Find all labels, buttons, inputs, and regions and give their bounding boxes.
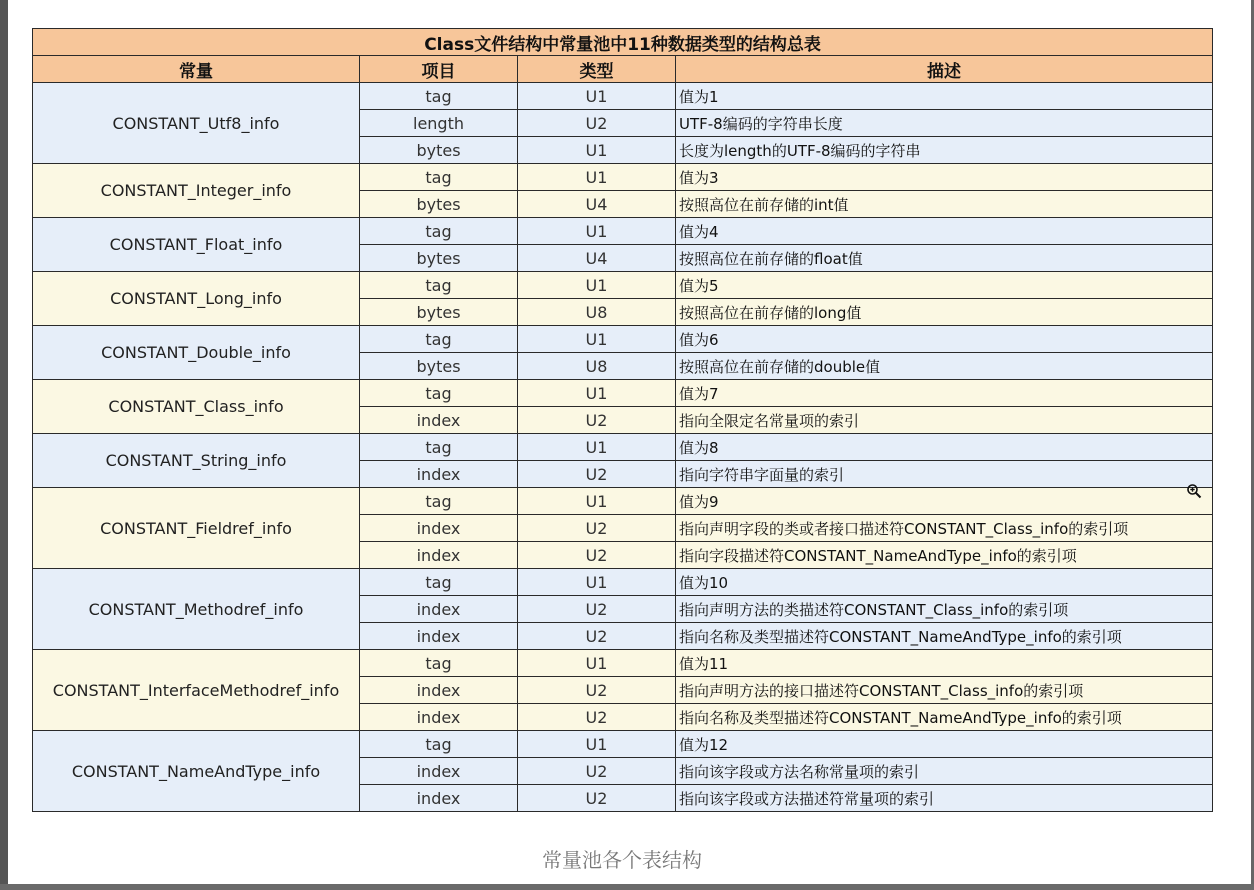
type-cell: U2 — [518, 758, 676, 785]
header-item: 项目 — [360, 56, 518, 83]
item-cell: index — [360, 677, 518, 704]
header-description: 描述 — [676, 56, 1213, 83]
description-cell: 指向声明方法的类描述符CONSTANT_Class_info的索引项 — [676, 596, 1213, 623]
type-cell: U2 — [518, 596, 676, 623]
description-cell: 值为11 — [676, 650, 1213, 677]
type-cell: U2 — [518, 623, 676, 650]
table-header-row — [33, 56, 1213, 83]
type-cell: U2 — [518, 785, 676, 812]
description-cell: 指向字段描述符CONSTANT_NameAndType_info的索引项 — [676, 542, 1213, 569]
item-cell: tag — [360, 380, 518, 407]
type-cell: U1 — [518, 164, 676, 191]
left-window-edge — [0, 0, 8, 890]
item-cell: bytes — [360, 353, 518, 380]
item-cell: tag — [360, 488, 518, 515]
description-cell: 按照高位在前存储的double值 — [676, 353, 1213, 380]
constant-name-cell: CONSTANT_NameAndType_info — [33, 731, 360, 812]
constant-name-cell: CONSTANT_Class_info — [33, 380, 360, 434]
constant-name-cell: CONSTANT_Double_info — [33, 326, 360, 380]
description-cell: UTF-8编码的字符串长度 — [676, 110, 1213, 137]
table-body — [33, 83, 1213, 812]
constant-name-cell: CONSTANT_Float_info — [33, 218, 360, 272]
description-cell: 指向字符串字面量的索引 — [676, 461, 1213, 488]
description-cell: 按照高位在前存储的int值 — [676, 191, 1213, 218]
item-cell: bytes — [360, 137, 518, 164]
description-cell: 值为7 — [676, 380, 1213, 407]
figure-caption: 常量池各个表结构 — [542, 848, 702, 872]
type-cell: U1 — [518, 83, 676, 110]
type-cell: U1 — [518, 272, 676, 299]
description-cell: 指向名称及类型描述符CONSTANT_NameAndType_info的索引项 — [676, 623, 1213, 650]
table-row — [33, 164, 1213, 191]
description-cell: 值为5 — [676, 272, 1213, 299]
table-row — [33, 380, 1213, 407]
header-constant: 常量 — [33, 56, 360, 83]
item-cell: tag — [360, 731, 518, 758]
constant-name-cell: CONSTANT_Utf8_info — [33, 83, 360, 164]
type-cell: U1 — [518, 380, 676, 407]
type-cell: U1 — [518, 218, 676, 245]
type-cell: U1 — [518, 731, 676, 758]
item-cell: tag — [360, 650, 518, 677]
item-cell: tag — [360, 569, 518, 596]
table-row — [33, 272, 1213, 299]
constant-pool-table — [32, 28, 1213, 812]
type-cell: U2 — [518, 677, 676, 704]
type-cell: U4 — [518, 191, 676, 218]
description-cell: 值为9 — [676, 488, 1213, 515]
item-cell: index — [360, 758, 518, 785]
description-cell: 指向该字段或方法名称常量项的索引 — [676, 758, 1213, 785]
item-cell: bytes — [360, 245, 518, 272]
description-cell: 值为8 — [676, 434, 1213, 461]
table-row — [33, 488, 1213, 515]
table-row — [33, 326, 1213, 353]
description-cell: 按照高位在前存储的long值 — [676, 299, 1213, 326]
description-cell: 指向全限定名常量项的索引 — [676, 407, 1213, 434]
item-cell: index — [360, 542, 518, 569]
type-cell: U2 — [518, 542, 676, 569]
description-cell: 值为6 — [676, 326, 1213, 353]
description-cell: 值为12 — [676, 731, 1213, 758]
table-row — [33, 731, 1213, 758]
type-cell: U8 — [518, 299, 676, 326]
item-cell: tag — [360, 434, 518, 461]
table-row — [33, 569, 1213, 596]
type-cell: U1 — [518, 326, 676, 353]
item-cell: tag — [360, 83, 518, 110]
description-cell: 值为3 — [676, 164, 1213, 191]
item-cell: index — [360, 461, 518, 488]
description-cell: 指向声明字段的类或者接口描述符CONSTANT_Class_info的索引项 — [676, 515, 1213, 542]
table-title: Class文件结构中常量池中11种数据类型的结构总表 — [33, 29, 1213, 56]
type-cell: U2 — [518, 704, 676, 731]
table-row — [33, 83, 1213, 110]
type-cell: U2 — [518, 515, 676, 542]
item-cell: index — [360, 515, 518, 542]
item-cell: tag — [360, 218, 518, 245]
constant-name-cell: CONSTANT_Methodref_info — [33, 569, 360, 650]
type-cell: U1 — [518, 137, 676, 164]
description-cell: 指向名称及类型描述符CONSTANT_NameAndType_info的索引项 — [676, 704, 1213, 731]
type-cell: U2 — [518, 407, 676, 434]
type-cell: U1 — [518, 569, 676, 596]
zoom-in-icon[interactable] — [1186, 483, 1202, 499]
item-cell: bytes — [360, 299, 518, 326]
bottom-window-edge — [0, 884, 1254, 890]
description-cell: 长度为length的UTF-8编码的字符串 — [676, 137, 1213, 164]
item-cell: index — [360, 407, 518, 434]
type-cell: U1 — [518, 488, 676, 515]
item-cell: bytes — [360, 191, 518, 218]
item-cell: tag — [360, 326, 518, 353]
item-cell: tag — [360, 164, 518, 191]
table-row — [33, 434, 1213, 461]
table-row — [33, 650, 1213, 677]
item-cell: length — [360, 110, 518, 137]
type-cell: U1 — [518, 650, 676, 677]
constant-name-cell: CONSTANT_InterfaceMethodref_info — [33, 650, 360, 731]
table-row — [33, 218, 1213, 245]
type-cell: U1 — [518, 434, 676, 461]
constant-name-cell: CONSTANT_String_info — [33, 434, 360, 488]
description-cell: 值为1 — [676, 83, 1213, 110]
constant-name-cell: CONSTANT_Integer_info — [33, 164, 360, 218]
description-cell: 按照高位在前存储的float值 — [676, 245, 1213, 272]
type-cell: U8 — [518, 353, 676, 380]
item-cell: tag — [360, 272, 518, 299]
item-cell: index — [360, 785, 518, 812]
description-cell: 指向声明方法的接口描述符CONSTANT_Class_info的索引项 — [676, 677, 1213, 704]
item-cell: index — [360, 704, 518, 731]
type-cell: U2 — [518, 110, 676, 137]
type-cell: U4 — [518, 245, 676, 272]
description-cell: 值为10 — [676, 569, 1213, 596]
header-type: 类型 — [518, 56, 676, 83]
type-cell: U2 — [518, 461, 676, 488]
constant-name-cell: CONSTANT_Fieldref_info — [33, 488, 360, 569]
constant-name-cell: CONSTANT_Long_info — [33, 272, 360, 326]
description-cell: 指向该字段或方法描述符常量项的索引 — [676, 785, 1213, 812]
item-cell: index — [360, 596, 518, 623]
item-cell: index — [360, 623, 518, 650]
description-cell: 值为4 — [676, 218, 1213, 245]
